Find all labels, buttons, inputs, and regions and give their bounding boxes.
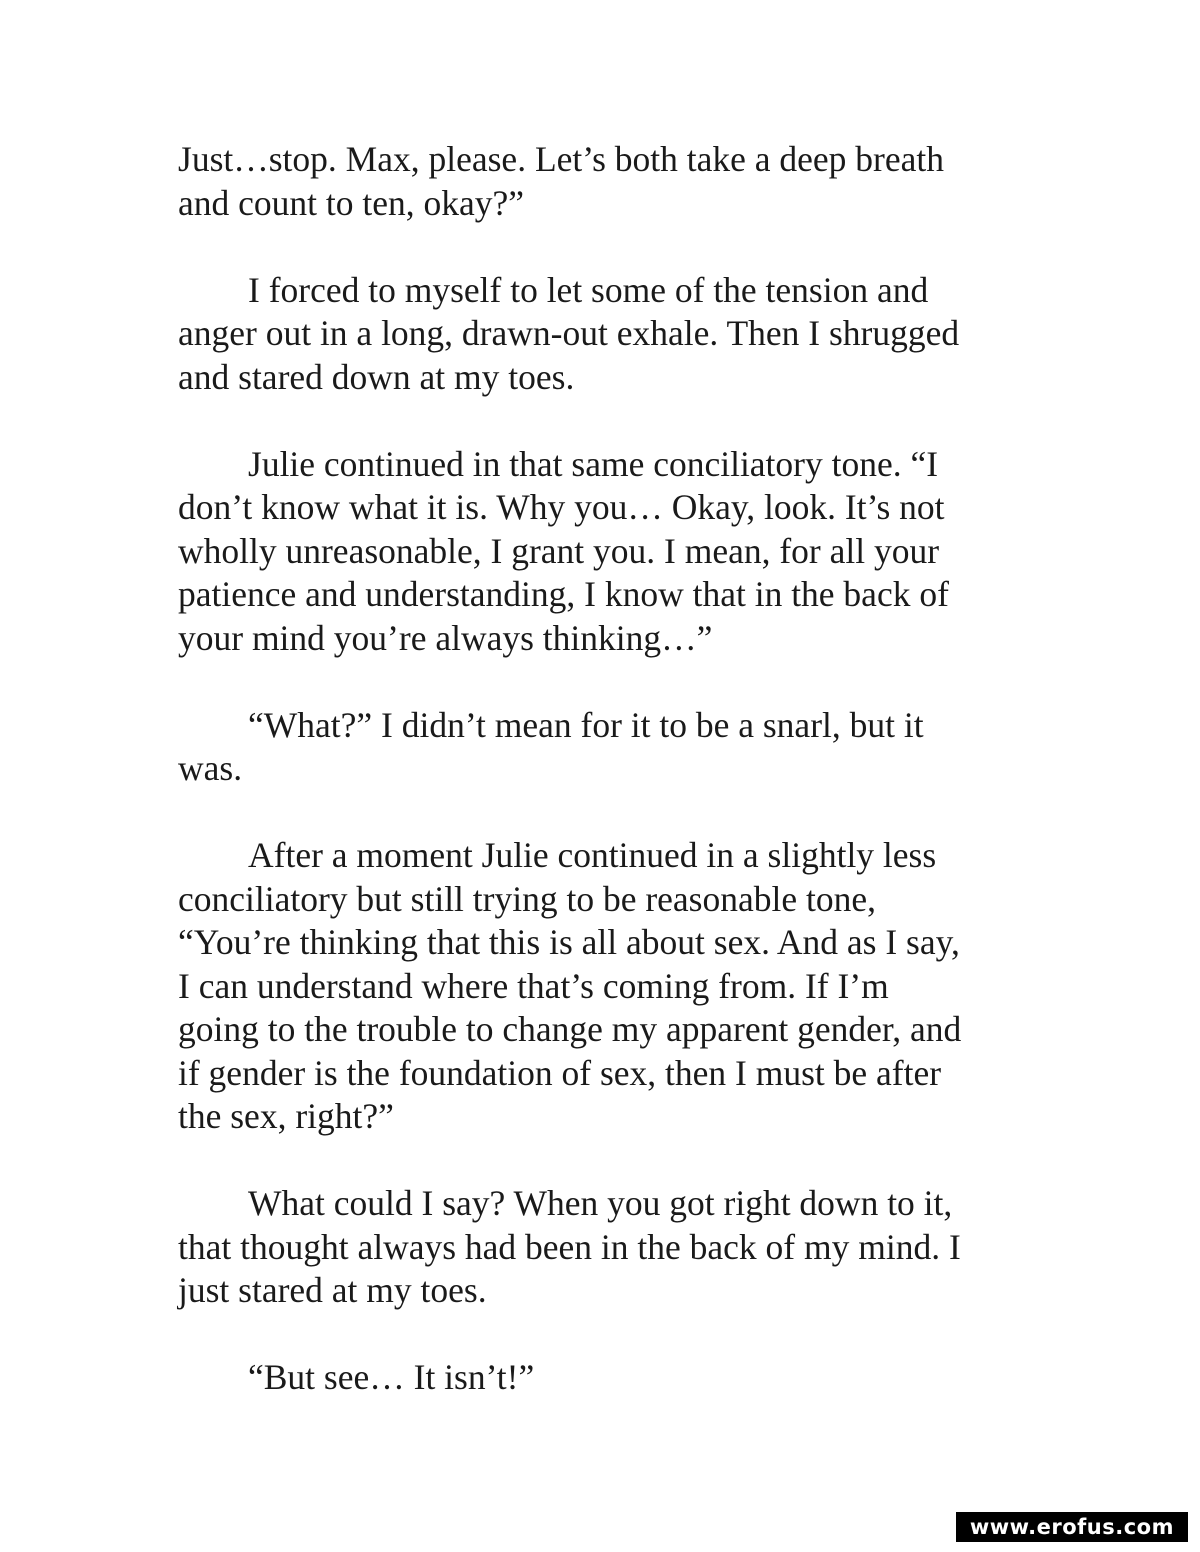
text-line: just stared at my toes.	[178, 1270, 487, 1310]
text-line: don’t know what it is. Why you… Okay, look. It’s not	[178, 487, 945, 527]
paragraph-gap	[178, 225, 1038, 269]
paragraph-gap	[178, 660, 1038, 704]
text-line: What could I say? When you got right down to it,	[248, 1183, 953, 1223]
site-watermark: www.erofus.com	[956, 1512, 1188, 1542]
text-line: going to the trouble to change my apparent gender, and	[178, 1009, 962, 1049]
paragraph-gap	[178, 1313, 1038, 1357]
paragraph	[178, 138, 1038, 225]
text-line: was.	[178, 748, 243, 788]
paragraph	[178, 443, 1038, 661]
text-line: the sex, right?”	[178, 1096, 394, 1136]
text-line: anger out in a long, drawn-out exhale. Then I shrugged	[178, 313, 960, 353]
text-line: that thought always had been in the back of my mind. I	[178, 1226, 961, 1267]
paragraph-gap	[178, 791, 1038, 835]
body-text	[178, 138, 1038, 1400]
text-line: Julie continued in that same conciliatory tone. “I	[248, 443, 939, 484]
text-line: wholly unreasonable, I grant you. I mean, for all your	[178, 530, 940, 571]
text-line: patience and understanding, I know that in the back of	[178, 574, 949, 614]
text-line: Just…stop. Max, please. Let’s both take a deep breath	[178, 139, 945, 179]
text-line: After a moment Julie continued in a slightly less	[248, 835, 937, 875]
text-line: and stared down at my toes.	[178, 356, 575, 397]
text-line: “What?” I didn’t mean for it to be a snarl, but it	[248, 704, 924, 745]
text-line: your mind you’re always thinking…”	[178, 617, 713, 658]
text-line: if gender is the foundation of sex, then I must be after	[178, 1052, 942, 1093]
paragraph	[178, 269, 1038, 400]
text-line: I can understand where that’s coming from. If I’m	[178, 965, 889, 1006]
text-line: “But see… It isn’t!”	[248, 1357, 535, 1397]
text-line: I forced to myself to let some of the tension and	[248, 269, 929, 310]
text-line: conciliatory but still trying to be reasonable tone,	[178, 878, 876, 919]
text-line: “You’re thinking that this is all about sex. And as I say,	[178, 922, 960, 962]
text-line: and count to ten, okay?”	[178, 182, 525, 223]
paragraph	[178, 1356, 1038, 1400]
paragraph	[178, 704, 1038, 791]
paragraph-gap	[178, 1139, 1038, 1183]
paragraph	[178, 1182, 1038, 1313]
paragraph	[178, 834, 1038, 1139]
paragraph-gap	[178, 399, 1038, 443]
